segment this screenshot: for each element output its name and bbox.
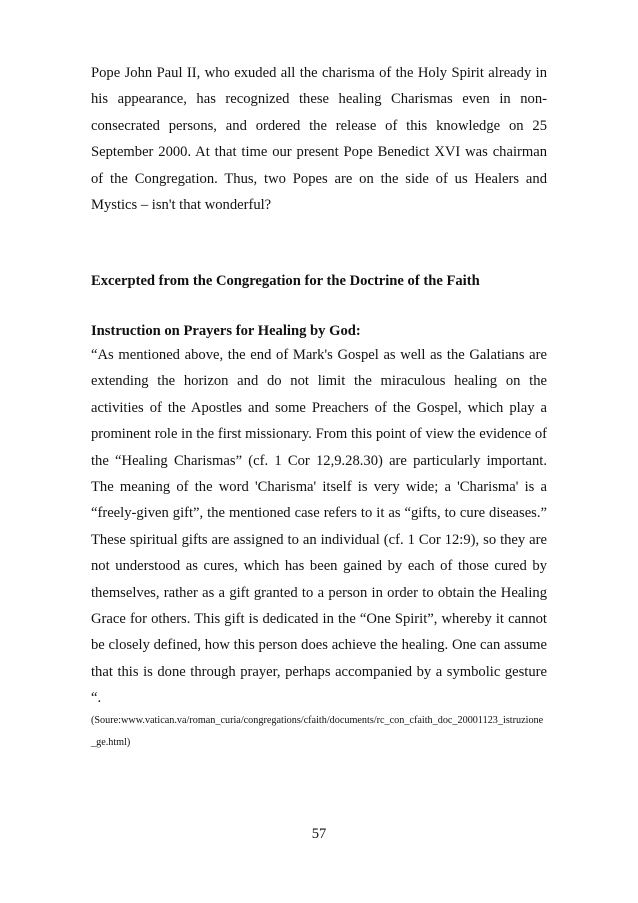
instruction-heading: Instruction on Prayers for Healing by God: [91,323,361,339]
source-citation: (Soure:www.vatican.va/roman_curia/congregations/cfaith/documents/rc_con_cfaith_doc_20001123_istruzione_ge.html) [91,715,544,748]
page-number: 57 [311,826,327,842]
quote-paragraph: “As mentioned above, the end of Mark's Gospel as well as the Galatians are extending the horizon and do not limit the miraculous healing on the activities of the Apostles and some Preachers of the Gospel, which play a prominent role in the first missionary. From this point of view the evidence of the “Healing Charismas” (cf. 1 Cor 12,9.28.30) are particularly important. The meaning of the word 'Charisma' itself is very wide; a 'Charisma' is a “freely-given gift”, the mentioned case refers to it as “gifts, to cure diseases.” These spiritual gifts are assigned to an individual (cf. 1 Cor 12:9), so they are not understood as cures, which has been gained by each of those cured by themselves, rather as a gift granted to a person in order to obtain the Healing Grace for others. This gift is dedicated in the “One Spirit”, whereby it cannot be closely defined, how this person does achieve the healing. One can assume that this is done through prayer, perhaps accompanied by a symbolic gesture “. [91,347,547,707]
excerpt-heading: Excerpted from the Congregation for the Doctrine of the Faith [91,273,480,289]
intro-paragraph: Pope John Paul II, who exuded all the charisma of the Holy Spirit already in his appearance, has recognized these healing Charismas even in non-consecrated persons, and ordered the release of this knowledge on 25 September 2000. At that time our present Pope Benedict XVI was chairman of the Congregation. Thus, two Popes are on the side of us Healers and Mystics – isn't that wonderful? [91,65,547,214]
